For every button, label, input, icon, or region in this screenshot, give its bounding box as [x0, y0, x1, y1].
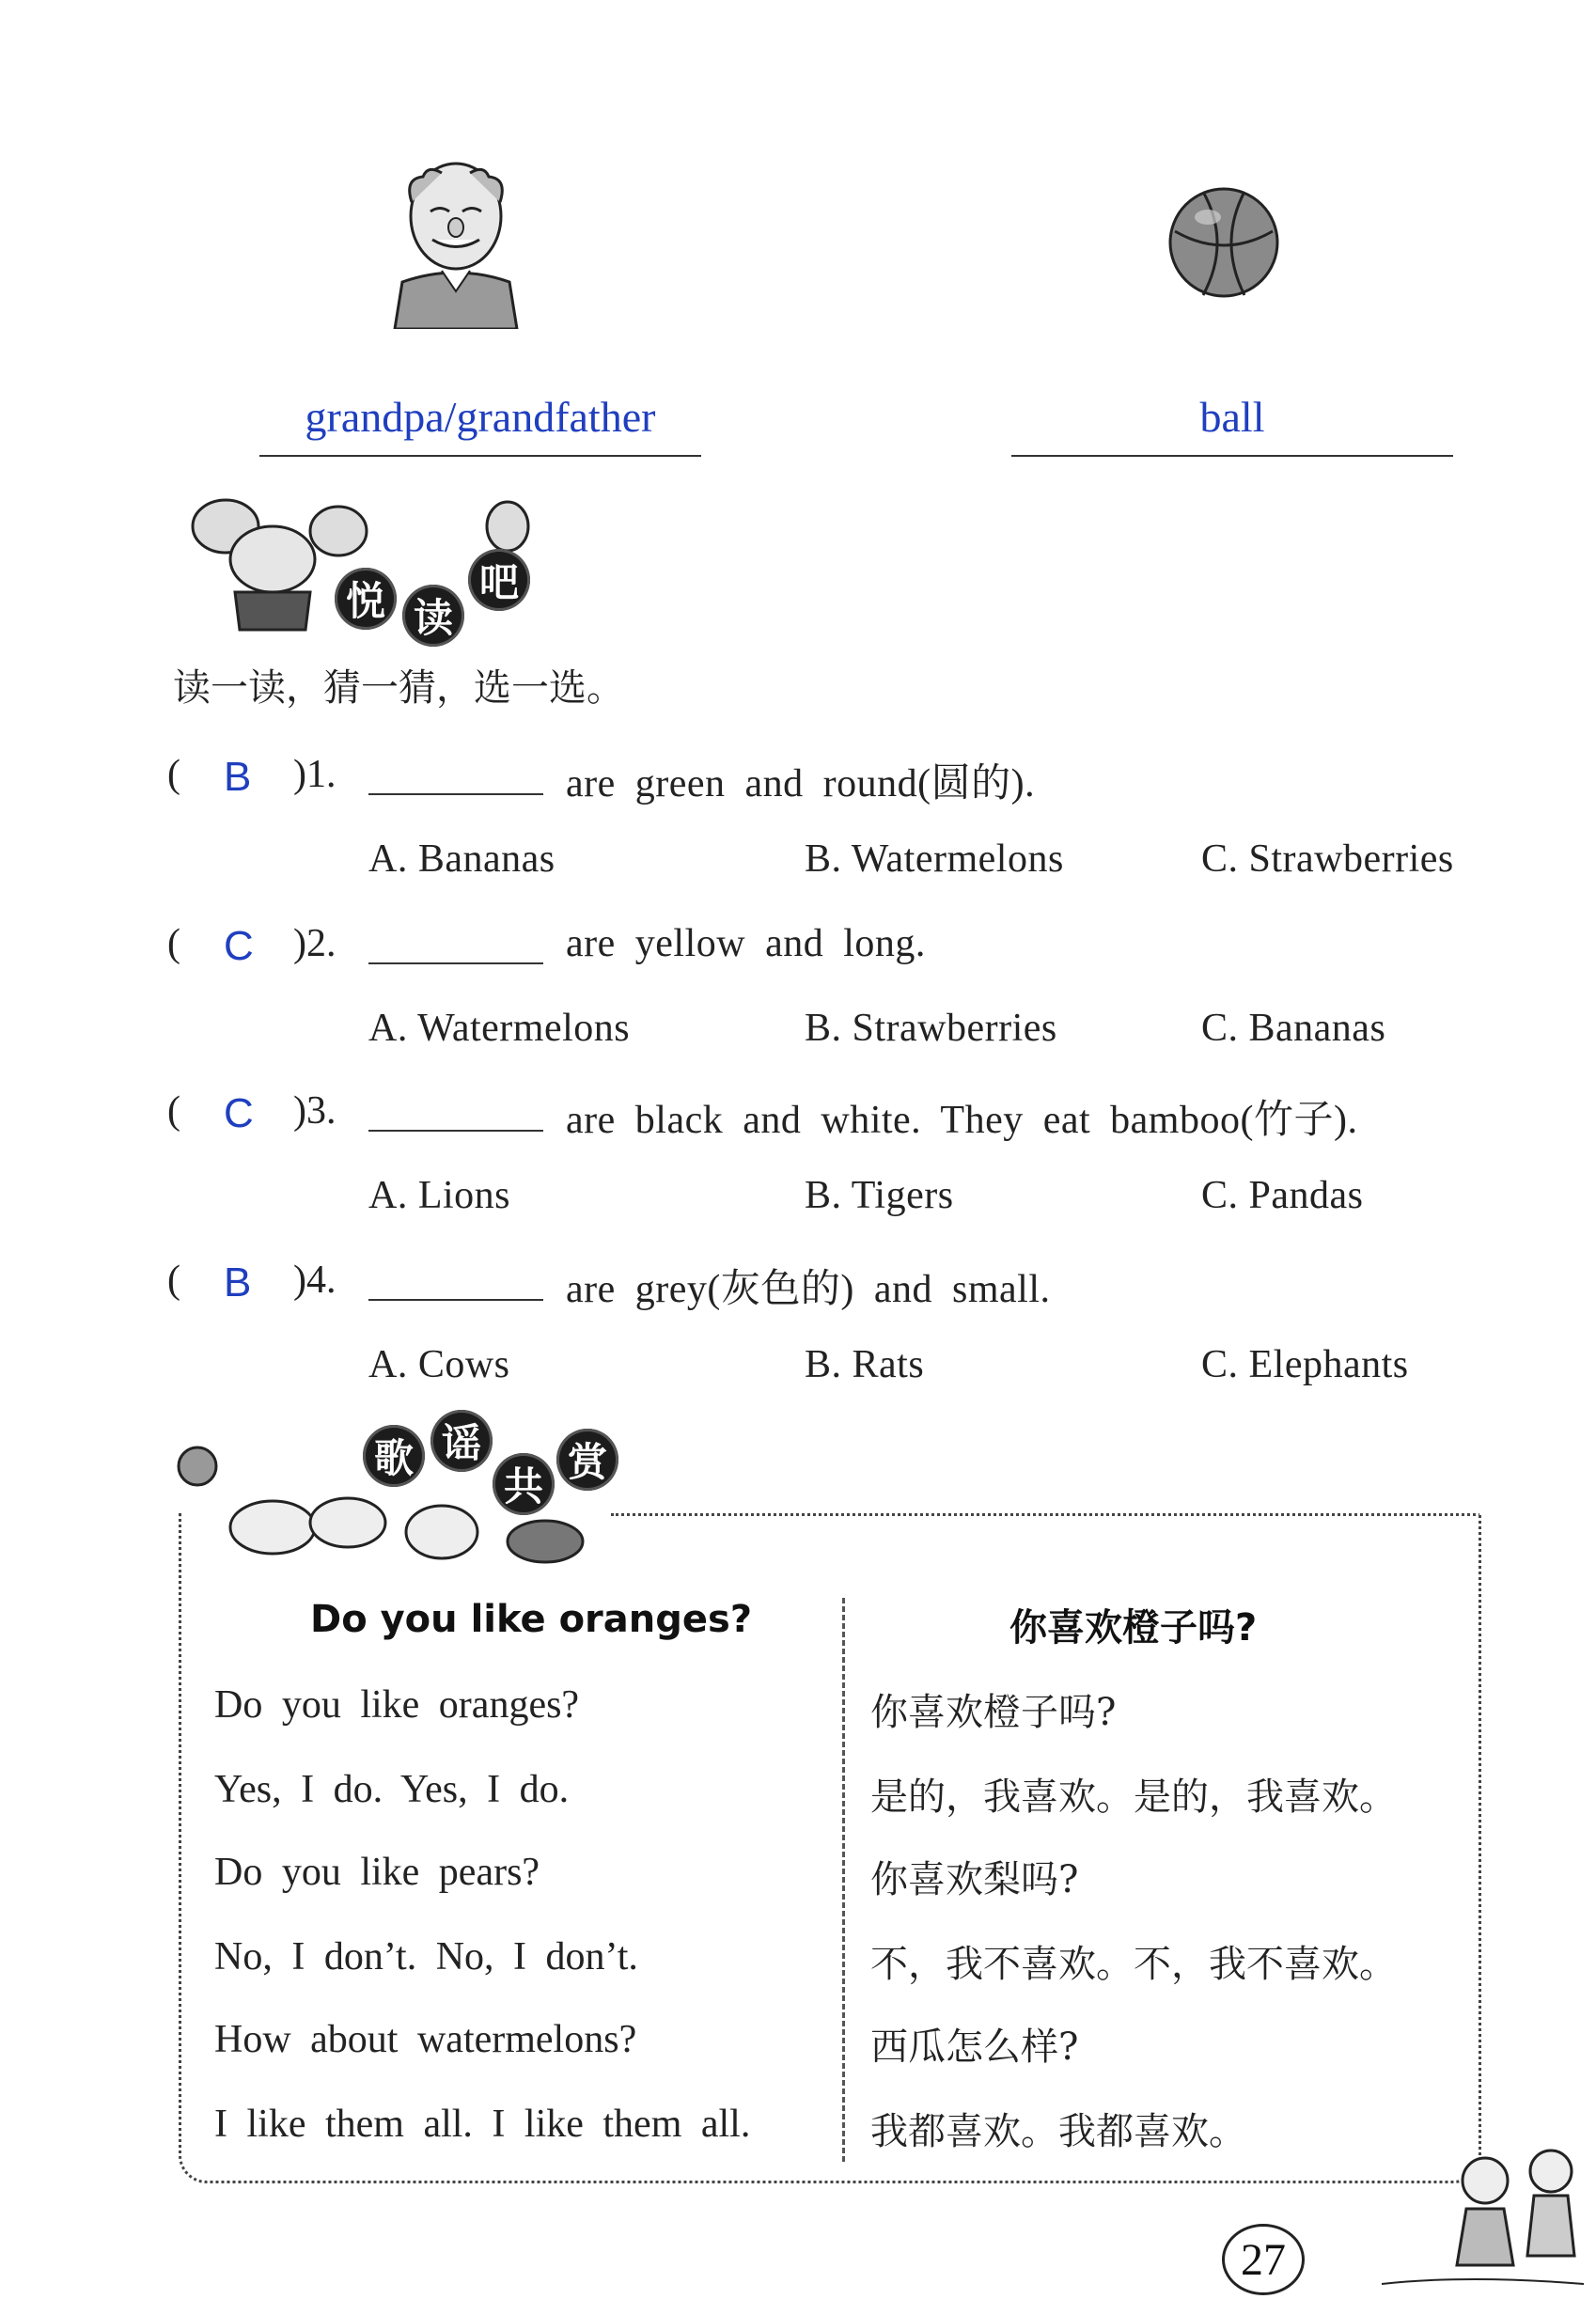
question-paren: ( — [167, 753, 180, 796]
chant-line-zh: 我都喜欢。我都喜欢。 — [870, 2110, 1246, 2153]
chant-line-en: Do you like pears? — [214, 1851, 540, 1894]
chant-divider — [842, 1598, 845, 2162]
chant-badge-1: 歌 — [363, 1425, 425, 1487]
question-number: )2. — [293, 922, 336, 965]
question-answer: C — [224, 923, 254, 969]
chant-badge-3: 共 — [493, 1453, 555, 1515]
option-1a: A. Bananas — [368, 837, 555, 881]
option-3a: A. Lions — [368, 1174, 510, 1217]
question-paren: ( — [167, 1089, 180, 1133]
option-4a: A. Cows — [368, 1343, 510, 1386]
chant-badge-2: 谣 — [430, 1410, 493, 1472]
ball-illustration — [1166, 184, 1282, 301]
question-answer: B — [224, 754, 252, 800]
question-number: )3. — [293, 1089, 336, 1133]
question-text: are black and white. They eat bamboo(竹子). — [566, 1099, 1358, 1142]
question-paren: ( — [167, 922, 180, 965]
chant-line-en: No, I don’t. No, I don’t. — [214, 1935, 638, 1978]
option-4b: B. Rats — [805, 1343, 925, 1386]
header-badge-3: 吧 — [468, 549, 530, 611]
option-2a: A. Watermelons — [368, 1007, 631, 1050]
option-3b: B. Tigers — [805, 1174, 954, 1217]
question-text: are yellow and long. — [566, 922, 926, 965]
option-1c: C. Strawberries — [1201, 837, 1454, 881]
option-1b: B. Watermelons — [805, 837, 1064, 881]
question-text: are green and round(圆的). — [566, 762, 1036, 805]
question-blank[interactable] — [368, 1130, 543, 1132]
question-blank[interactable] — [368, 793, 543, 795]
chant-line-zh: 你喜欢梨吗? — [870, 1858, 1079, 1901]
question-blank[interactable] — [368, 962, 543, 964]
option-4c: C. Elephants — [1201, 1343, 1409, 1386]
page-number: 27 — [1222, 2224, 1305, 2295]
answer-grandpa: grandpa/grandfather — [259, 389, 701, 457]
option-2b: B. Strawberries — [805, 1007, 1057, 1050]
chant-line-en: I like them all. I like them all. — [214, 2103, 751, 2146]
chant-line-en: How about watermelons? — [214, 2018, 637, 2061]
question-number: )4. — [293, 1259, 336, 1302]
answer-ball: ball — [1011, 389, 1453, 457]
question-blank[interactable] — [368, 1299, 543, 1301]
grandpa-illustration — [376, 160, 536, 329]
chant-box-top-border — [611, 1513, 1476, 1516]
question-answer: B — [224, 1259, 252, 1306]
chant-title-chinese: 你喜欢橙子吗? — [1009, 1606, 1258, 1650]
question-answer: C — [224, 1090, 254, 1136]
header-badge-1: 悦 — [335, 568, 397, 630]
chant-line-zh: 你喜欢橙子吗? — [870, 1691, 1117, 1734]
chant-line-en: Yes, I do. Yes, I do. — [214, 1768, 570, 1811]
chant-badge-4: 赏 — [556, 1429, 618, 1491]
question-number: )1. — [293, 753, 336, 796]
option-3c: C. Pandas — [1201, 1174, 1364, 1217]
reading-instruction: 读一读，猜一猜，选一选。 — [173, 666, 624, 710]
children-running-illustration — [1372, 2134, 1588, 2293]
question-paren: ( — [167, 1259, 180, 1302]
chant-title-english: Do you like oranges? — [310, 1598, 753, 1641]
question-text: are grey(灰色的) and small. — [566, 1268, 1051, 1311]
chant-line-zh: 西瓜怎么样? — [870, 2025, 1079, 2069]
chant-line-zh: 不，我不喜欢。不，我不喜欢。 — [870, 1943, 1397, 1986]
option-2c: C. Bananas — [1201, 1007, 1386, 1050]
header-badge-2: 读 — [402, 585, 464, 647]
chant-line-zh: 是的，我喜欢。是的，我喜欢。 — [870, 1775, 1397, 1819]
chant-line-en: Do you like oranges? — [214, 1683, 580, 1727]
